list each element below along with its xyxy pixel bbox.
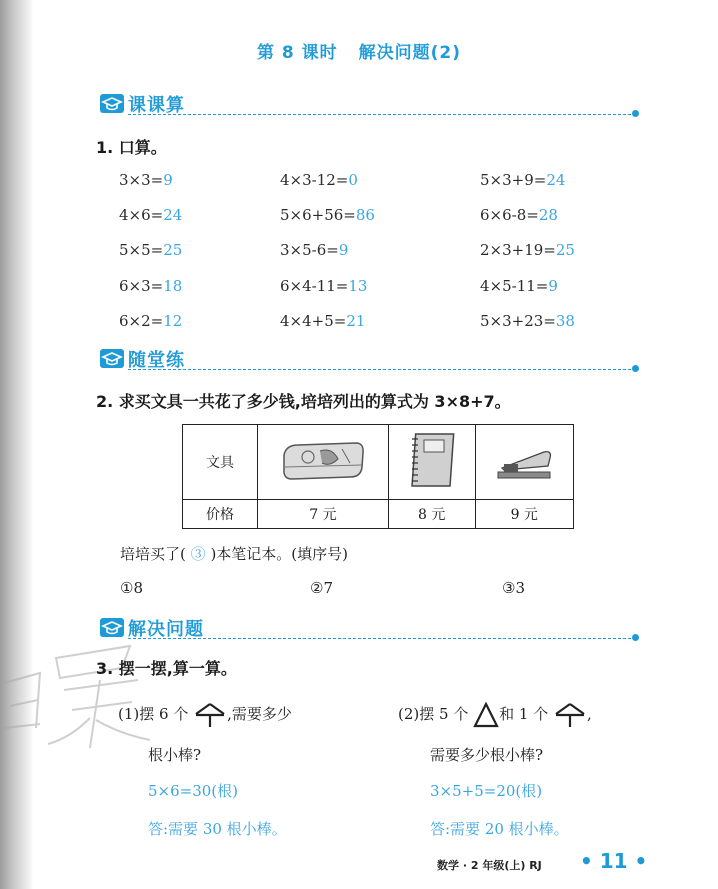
divider-dot: [632, 634, 639, 641]
q3-part1-answer: 答:需要 30 根小棒。: [148, 820, 287, 838]
dashed-divider: [128, 638, 636, 639]
dashed-divider: [128, 369, 636, 370]
answer: 25: [163, 241, 183, 259]
answer: 28: [538, 206, 558, 224]
equation-1-1: 3×3=9: [119, 171, 173, 189]
option-3: ③3: [502, 579, 525, 597]
equation-5-1: 6×2=12: [119, 312, 183, 330]
q3-part2-equation: 3×5+5=20(根): [430, 782, 543, 800]
section-title: 课课算: [128, 95, 185, 116]
q3-part1-line2: 根小棒?: [148, 746, 202, 764]
question-1-title: 1. 口算。: [96, 138, 167, 157]
section-title: 随堂练: [128, 350, 185, 371]
equation-3-2: 3×5-6=9: [280, 241, 349, 259]
answer: 0: [348, 171, 358, 189]
graduation-cap-icon: [100, 349, 124, 368]
option-1: ①8: [120, 579, 143, 597]
equation-1-2: 4×3-12=0: [280, 171, 358, 189]
page-number: • 11 •: [580, 849, 648, 873]
answer: 24: [546, 171, 566, 189]
q3-part1-line1: (1)摆 6 个 ,需要多少: [118, 702, 292, 728]
q3-part2-line1: (2)摆 5 个 和 1 个 ,: [398, 702, 592, 728]
answer: 12: [163, 312, 183, 330]
divider-dot: [632, 365, 639, 372]
answer: 18: [163, 277, 183, 295]
equation-2-1: 4×6=24: [119, 206, 183, 224]
answer: 25: [555, 241, 575, 259]
section-title: 解决问题: [128, 619, 204, 640]
filled-answer: ③: [190, 545, 206, 563]
equation-2-2: 5×6+56=86: [280, 206, 375, 224]
triangle-stick-shape-icon: [473, 702, 499, 728]
equation-5-2: 4×4+5=21: [280, 312, 366, 330]
lesson-number: 第 8 课时: [257, 43, 338, 63]
dashed-divider: [128, 114, 636, 115]
umbrella-stick-shape-icon: [193, 702, 227, 728]
equation-4-2: 6×4-11=13: [280, 277, 368, 295]
answer: 13: [348, 277, 368, 295]
equation-1-3: 5×3+9=24: [480, 171, 566, 189]
q3-part2-answer: 答:需要 20 根小棒。: [430, 820, 569, 838]
q2-answer-line: 培培买了( ③ )本笔记本。(填序号): [120, 545, 348, 563]
row-label-price: 价格: [183, 500, 258, 529]
answer: 9: [338, 241, 349, 259]
row-label-item: 文具: [183, 425, 258, 500]
price-cell: 7 元: [258, 500, 389, 529]
answer: 9: [548, 277, 558, 295]
option-2: ②7: [310, 579, 333, 597]
lesson-title: [0, 38, 718, 63]
lesson-topic: 解决问题(2): [358, 43, 461, 63]
footer-book-info: 数学 · 2 年级(上) RJ: [437, 859, 542, 872]
question-3-title: 3. 摆一摆,算一算。: [96, 659, 237, 678]
q3-part2-line2: 需要多少根小棒?: [430, 746, 544, 764]
equation-5-3: 5×3+23=38: [480, 312, 575, 330]
umbrella-stick-shape-icon: [553, 702, 587, 728]
answer: 21: [346, 312, 366, 330]
answer: 38: [555, 312, 575, 330]
answer: 86: [355, 206, 375, 224]
divider-dot: [632, 110, 639, 117]
graduation-cap-icon: [100, 618, 124, 637]
stapler-icon: [475, 425, 574, 500]
stationery-price-table: [182, 424, 574, 529]
watermark-logo: [0, 628, 180, 758]
q3-part1-equation: 5×6=30(根): [148, 782, 239, 800]
equation-3-1: 5×5=25: [119, 241, 183, 259]
question-2-title: 2. 求买文具一共花了多少钱,培培列出的算式为 3×8+7。: [96, 392, 511, 411]
equation-3-3: 2×3+19=25: [480, 241, 575, 259]
price-cell: 8 元: [388, 500, 475, 529]
notebook-icon: [388, 425, 475, 500]
equation-4-3: 4×5-11=9: [480, 277, 558, 295]
graduation-cap-icon: [100, 94, 124, 113]
answer: 9: [163, 171, 173, 189]
pencil-case-icon: [258, 425, 389, 500]
equation-4-1: 6×3=18: [119, 277, 183, 295]
equation-2-3: 6×6-8=28: [480, 206, 558, 224]
answer: 24: [163, 206, 183, 224]
price-cell: 9 元: [475, 500, 574, 529]
